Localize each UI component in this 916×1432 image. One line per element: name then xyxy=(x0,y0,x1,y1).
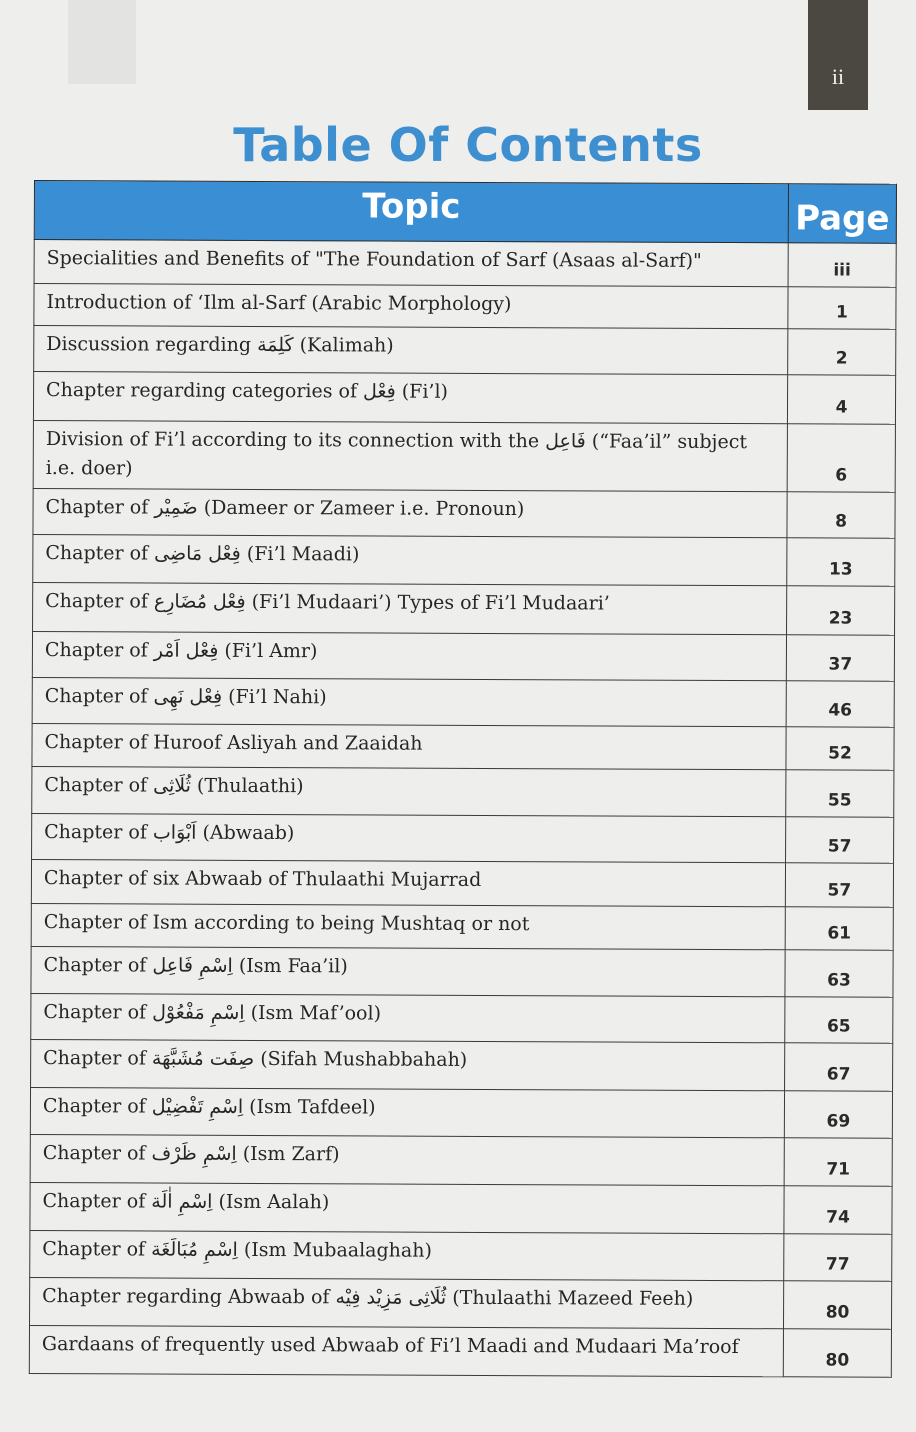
topic-cell: Discussion regarding كَلِمَة (Kalimah) xyxy=(34,326,788,375)
table-row xyxy=(33,534,895,586)
page-cell: 13 xyxy=(787,538,895,586)
header-row xyxy=(34,181,896,244)
page-cell: iii xyxy=(788,243,896,287)
page-cell: 1 xyxy=(788,287,896,329)
contents-table-wrapper xyxy=(29,180,896,1378)
page-cell: 80 xyxy=(783,1281,891,1329)
table-row xyxy=(34,240,896,288)
page-cell: 4 xyxy=(787,375,895,424)
topic-cell: Chapter of فِعْل اَمْر (Fi’l Amr) xyxy=(32,631,786,680)
table-row xyxy=(30,1134,892,1186)
topic-cell: Chapter regarding categories of فِعْل (Fi’l) xyxy=(33,372,787,424)
page-cell: 65 xyxy=(785,997,893,1043)
table-row xyxy=(31,903,893,950)
page-cell: 63 xyxy=(785,950,893,997)
topic-cell: Chapter of اِسْمِ ظَرْف (Ism Zarf) xyxy=(30,1134,784,1185)
table-row xyxy=(32,677,894,727)
table-row xyxy=(33,488,895,538)
table-row xyxy=(29,1325,891,1377)
table-row xyxy=(32,631,894,681)
topic-cell: Chapter of ثُلَاثِى (Thulaathi) xyxy=(32,766,786,816)
page-cell: 46 xyxy=(786,681,894,727)
table-row xyxy=(34,326,896,376)
page-number-tab xyxy=(808,0,868,110)
topic-cell: Chapter of six Abwaab of Thulaathi Mujarrad xyxy=(31,859,785,906)
topic-cell: Chapter regarding Abwaab of ثُلَاثِى مَزِيْد فِيْه (Thulaathi Mazeed Feeh) xyxy=(30,1277,784,1328)
topic-cell: Chapter of Huroof Asliyah and Zaaidah xyxy=(32,723,786,769)
page-number: ii xyxy=(831,64,845,89)
page-corner-mark xyxy=(68,0,136,84)
topic-cell: Chapter of فِعْل مَاضِى (Fi’l Maadi) xyxy=(33,534,787,585)
topic-cell: Chapter of اِسْمِ مَفْعُوْل (Ism Maf’ool) xyxy=(31,993,785,1042)
page-cell: 52 xyxy=(786,727,894,770)
page-cell: 2 xyxy=(788,329,896,375)
table-row xyxy=(32,766,894,817)
table-row xyxy=(33,582,895,635)
page-header: Page xyxy=(788,184,896,243)
page-cell: 23 xyxy=(787,586,895,635)
page-cell: 61 xyxy=(785,907,893,950)
page-title: Table Of Contents xyxy=(233,118,703,172)
topic-cell: Gardaans of frequently used Abwaab of Fi’l Maadi and Mudaari Ma’roof xyxy=(29,1325,783,1376)
topic-cell: Chapter of اَبْوَاب (Abwaab) xyxy=(32,813,786,862)
topic-cell: Chapter of فِعْل نَهِى (Fi’l Nahi) xyxy=(32,677,786,726)
table-row xyxy=(31,859,893,907)
page-cell: 71 xyxy=(784,1138,892,1186)
topic-cell: Chapter of اِسْمِ تَفْضِيْل (Ism Tafdeel) xyxy=(30,1087,784,1137)
table-row xyxy=(31,1039,893,1091)
page-cell: 57 xyxy=(785,863,893,907)
topic-cell: Chapter of اِسْمِ فَاعِل (Ism Faa’il) xyxy=(31,946,785,996)
topic-header: Topic xyxy=(34,181,788,243)
page-cell: 77 xyxy=(784,1234,892,1281)
table-row xyxy=(31,946,893,997)
topic-cell: Introduction of ‘Ilm al-Sarf (Arabic Morphology) xyxy=(34,284,788,329)
topic-cell: Specialities and Benefits of "The Foundation of Sarf (Asaas al-Sarf)" xyxy=(34,240,788,287)
topic-cell: Chapter of اِسْمِ اٰلَة (Ism Aalah) xyxy=(30,1182,784,1233)
topic-cell: Division of Fi’l according to its connection with the فَاعِل (“Faa’il” subject i.e. doer) xyxy=(33,420,787,491)
contents-table xyxy=(29,180,897,1378)
page-cell: 57 xyxy=(786,817,894,863)
table-row xyxy=(33,420,895,492)
page-cell: 67 xyxy=(785,1043,893,1091)
table-row xyxy=(31,993,893,1043)
topic-cell: Chapter of ضَمِيْر (Dameer or Zameer i.e. Pronoun) xyxy=(33,488,787,537)
page-cell: 69 xyxy=(784,1091,892,1138)
table-row xyxy=(30,1277,892,1329)
page-cell: 8 xyxy=(787,492,895,538)
page-cell: 6 xyxy=(787,424,895,492)
page-cell: 74 xyxy=(784,1186,892,1234)
table-row xyxy=(30,1087,892,1138)
table-row xyxy=(32,813,894,863)
topic-cell: Chapter of اِسْمِ مُبَالَغَة (Ism Mubaalaghah) xyxy=(30,1230,784,1280)
table-row xyxy=(34,284,896,330)
page-cell: 55 xyxy=(786,770,894,817)
page-cell: 80 xyxy=(783,1329,891,1377)
table-row xyxy=(33,372,895,425)
page-cell: 37 xyxy=(786,635,894,681)
topic-cell: Chapter of Ism according to being Mushtaq or not xyxy=(31,903,785,949)
topic-cell: Chapter of فِعْل مُضَارِع (Fi’l Mudaari’) Types of Fi’l Mudaari’ xyxy=(33,582,787,634)
table-row xyxy=(32,723,894,770)
table-row xyxy=(30,1182,892,1234)
table-row xyxy=(30,1230,892,1281)
topic-cell: Chapter of صِفَت مُشَبَّهَة (Sifah Mushabbahah) xyxy=(31,1039,785,1090)
